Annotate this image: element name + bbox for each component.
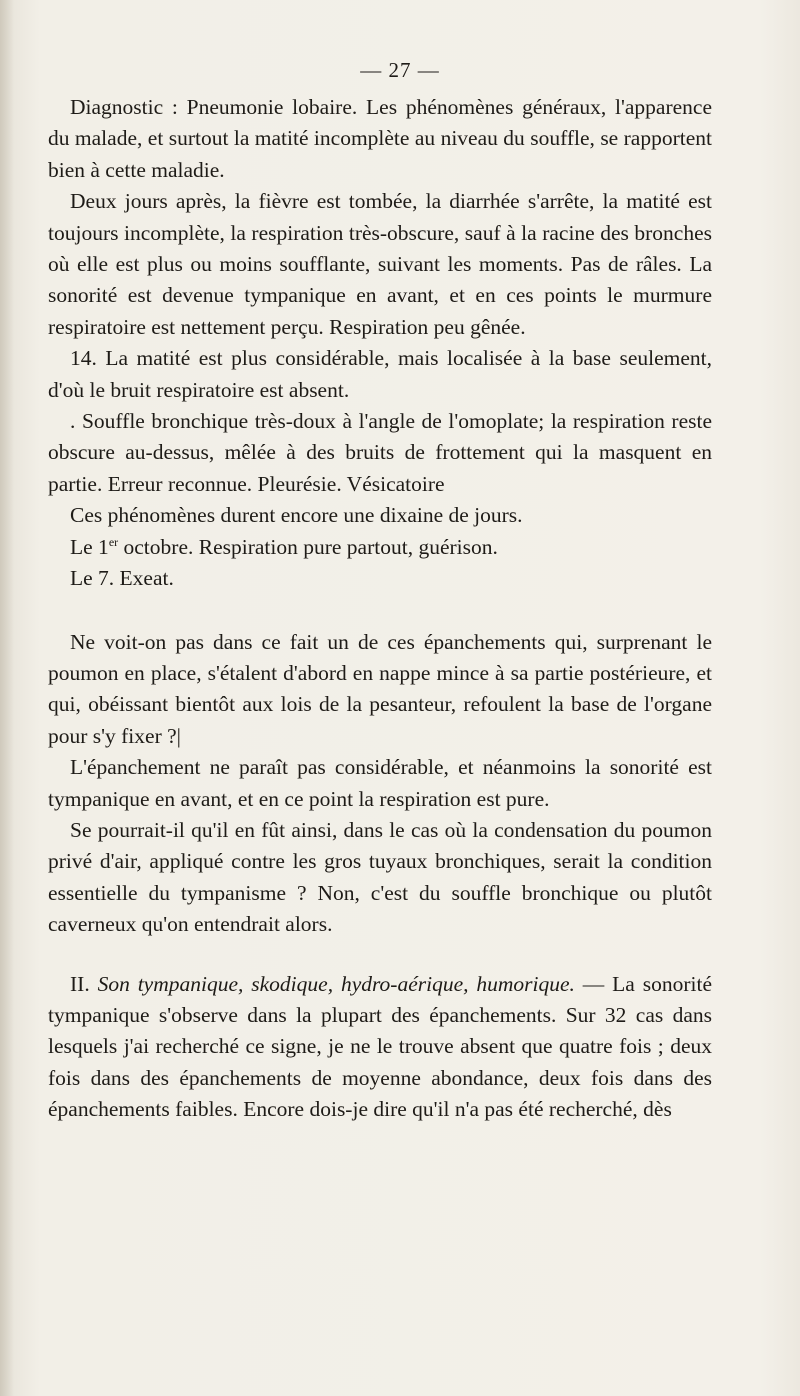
section-ii-paragraph <box>48 969 712 1126</box>
paragraph-question: Ne voit-on pas dans ce fait un de ces épanchements qui, surprenant le poumon en place, s'étalent d'abord en nappe mince à sa partie postérieure, et qui, obéissant bientôt aux lois de la pesanteur, refoulent la base de l'organe pour s'y fixer ?| <box>48 629 712 748</box>
section-gap <box>48 941 712 969</box>
section-ii-text: — La sonorité tympanique s'observe dans la plupart des épanchements. Sur 32 cas dans lesquels j'ai recherché ce signe, je ne le trouve absent que quatre fois ; deux fois dans des épanchements de moyenne abondance, deux fois dans des épanchements faibles. Encore dois-je dire qu'il n'a pas été recherché, dès <box>48 971 712 1122</box>
oct-rest: octobre. Respiration pure partout, guérison. <box>118 534 498 559</box>
paragraph-deux-jours: Deux jours après, la fièvre est tombée, la diarrhée s'arrête, la matité est toujours incomplète, la respiration très-obscure, sauf à la racine des bronches où elle est plus ou moins soufflante, suivant les moments. Pas de râles. La sonorité est devenue tympanique en avant, et en ces points le murmure respiratoire est nettement perçu. Respiration peu gênée. <box>48 189 712 339</box>
section-gap <box>48 595 712 627</box>
section-ii-number: II. <box>70 971 98 996</box>
paragraph-diagnostic: Diagnostic : Pneumonie lobaire. Les phénomènes généraux, l'apparence du malade, et surtout la matité incomplète au niveau du souffle, se rapportent bien à cette maladie. <box>48 95 712 182</box>
paragraph-souffle: . Souffle bronchique très-doux à l'angle de l'omoplate; la respiration reste obscure au-dessus, mêlée à des bruits de frottement qui la masquent en partie. Erreur reconnue. Pleurésie. Vésicatoire <box>48 409 712 496</box>
section-ii-heading: Son tympanique, skodique, hydro-aérique, humorique. <box>97 971 575 996</box>
paragraph-matite: 14. La matité est plus considérable, mais localisée à la base seulement, d'où le bruit respiratoire est absent. <box>48 346 712 402</box>
oct-superscript: er <box>108 534 119 549</box>
paragraph-exeat: Le 7. Exeat. <box>70 566 174 591</box>
page-gutter-shadow <box>0 0 14 1396</box>
paragraph-condensation: Se pourrait-il qu'il en fût ainsi, dans le cas où la condensation du poumon privé d'air, appliqué contre les gros tuyaux bronchiques, serait la condition essentielle du tympanisme ? Non, c'est du souffle bronchique ou plutôt caverneux qu'on entendrait alors. <box>48 817 712 937</box>
paragraph-octobre <box>48 532 712 563</box>
paragraph-phenomenes: Ces phénomènes durent encore une dixaine de jours. <box>70 503 523 528</box>
page-number: — 27 — <box>360 58 440 82</box>
page-text <box>48 92 712 1126</box>
paragraph-epanchement: L'épanchement ne paraît pas considérable, et néanmoins la sonorité est tympanique en avant, et en ce point la respiration est pure. <box>48 755 712 811</box>
oct-prefix: Le 1 <box>70 534 109 559</box>
